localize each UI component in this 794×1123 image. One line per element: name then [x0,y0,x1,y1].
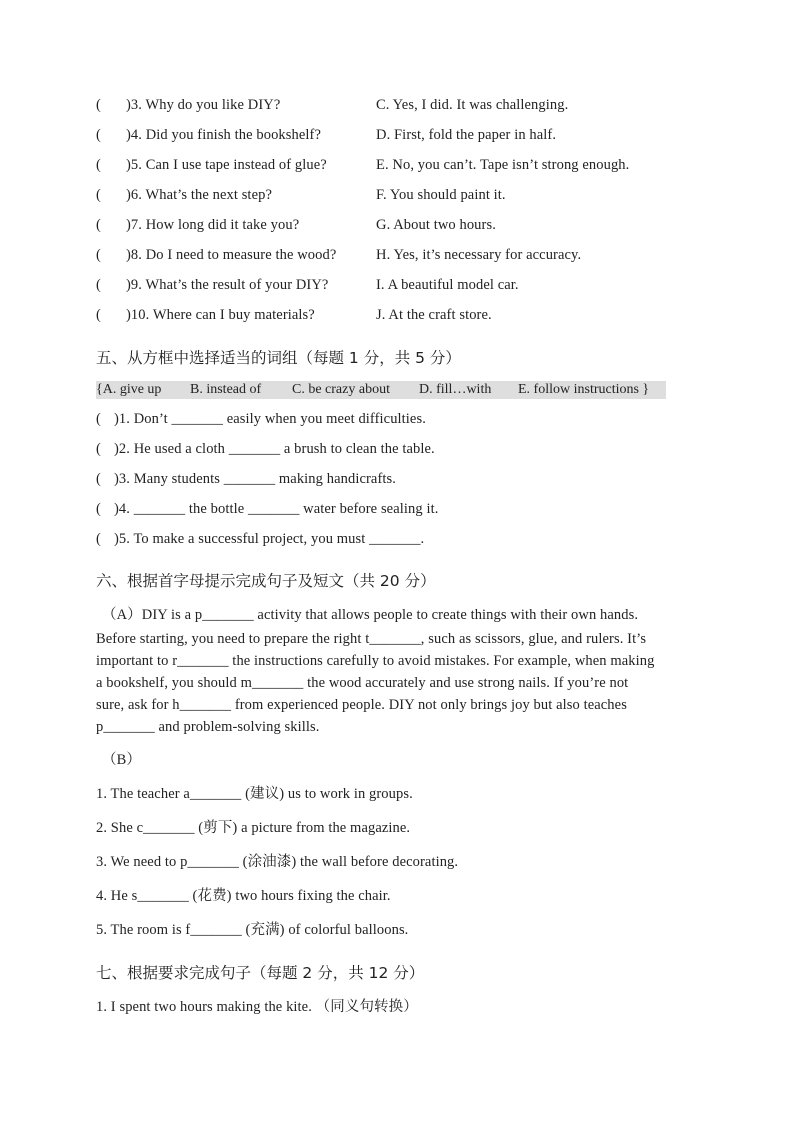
word-fill-item: 5. The room is f_______ (充满) of colorful balloons. [96,922,409,938]
answer-option: F. You should paint it. [376,187,506,203]
section-6-title: 六、根据首字母提示完成句子及短文（共 20 分） [96,572,436,590]
question-text: )7. How long did it take you? [126,217,300,233]
section-5-title: 五、从方框中选择适当的词组（每题 1 分，共 5 分） [96,349,461,367]
answer-bracket[interactable]: ( [96,411,101,427]
word-fill-item: 1. The teacher a_______ (建议) us to work in groups. [96,786,413,802]
answer-option: I. A beautiful model car. [376,277,519,293]
word-fill-item: 2. She c_______ (剪下) a picture from the magazine. [96,820,411,836]
passage-line: （A）DIY is a p_______ activity that allows people to create things with their own hands. [102,607,639,623]
answer-option: C. Yes, I did. It was challenging. [376,97,569,113]
answer-bracket[interactable]: ( [96,187,101,203]
passage-line: sure, ask for h_______ from experienced people. DIY not only brings joy but also teaches [96,697,627,713]
question-text: )9. What’s the result of your DIY? [126,277,329,293]
question-text: )5. Can I use tape instead of glue? [126,157,327,173]
item-text: )4. _______ the bottle _______ water before sealing it. [114,501,439,517]
answer-bracket[interactable]: ( [96,97,101,113]
answer-option: E. No, you can’t. Tape isn’t strong enough. [376,157,630,173]
passage-line: important to r_______ the instructions carefully to avoid mistakes. For example, when making [96,653,655,669]
section-7-title: 七、根据要求完成句子（每题 2 分，共 12 分） [96,964,425,982]
answer-bracket[interactable]: ( [96,531,101,547]
phrase-option: E. follow instructions } [518,382,650,397]
word-fill-item: 3. We need to p_______ (涂油漆) the wall before decorating. [96,854,459,870]
part-b-label: （B） [102,752,141,768]
question-text: )6. What’s the next step? [126,187,272,203]
question-text: )8. Do I need to measure the wood? [126,247,337,263]
question-text: )10. Where can I buy materials? [126,307,315,323]
item-text: )5. To make a successful project, you must _______. [114,531,425,547]
phrase-box [96,381,666,399]
answer-bracket[interactable]: ( [96,307,101,323]
answer-bracket[interactable]: ( [96,127,101,143]
item-text: )1. Don’t _______ easily when you meet difficulties. [114,411,426,427]
answer-option: D. First, fold the paper in half. [376,127,557,143]
answer-bracket[interactable]: ( [96,441,101,457]
passage-line: a bookshelf, you should m_______ the wood accurately and use strong nails. If you’re not [96,675,629,691]
phrase-option: D. fill…with [419,382,492,397]
phrase-option: C. be crazy about [292,382,390,397]
passage-line: Before starting, you need to prepare the right t_______, such as scissors, glue, and rulers. It’s [96,631,647,647]
phrase-option: {A. give up [96,382,162,397]
answer-option: G. About two hours. [376,217,496,233]
answer-bracket[interactable]: ( [96,501,101,517]
phrase-option: B. instead of [190,382,262,397]
item-text: )2. He used a cloth _______ a brush to clean the table. [114,441,435,457]
passage-line: p_______ and problem-solving skills. [96,719,320,735]
answer-bracket[interactable]: ( [96,277,101,293]
rewrite-item: 1. I spent two hours making the kite. （同义句转换） [96,999,418,1015]
item-text: )3. Many students _______ making handicrafts. [114,471,396,487]
question-text: )4. Did you finish the bookshelf? [126,127,321,143]
answer-bracket[interactable]: ( [96,157,101,173]
answer-bracket[interactable]: ( [96,217,101,233]
answer-bracket[interactable]: ( [96,247,101,263]
question-text: )3. Why do you like DIY? [126,97,281,113]
answer-option: J. At the craft store. [376,307,492,323]
answer-option: H. Yes, it’s necessary for accuracy. [376,247,582,263]
word-fill-item: 4. He s_______ (花费) two hours fixing the chair. [96,888,391,904]
answer-bracket[interactable]: ( [96,471,101,487]
